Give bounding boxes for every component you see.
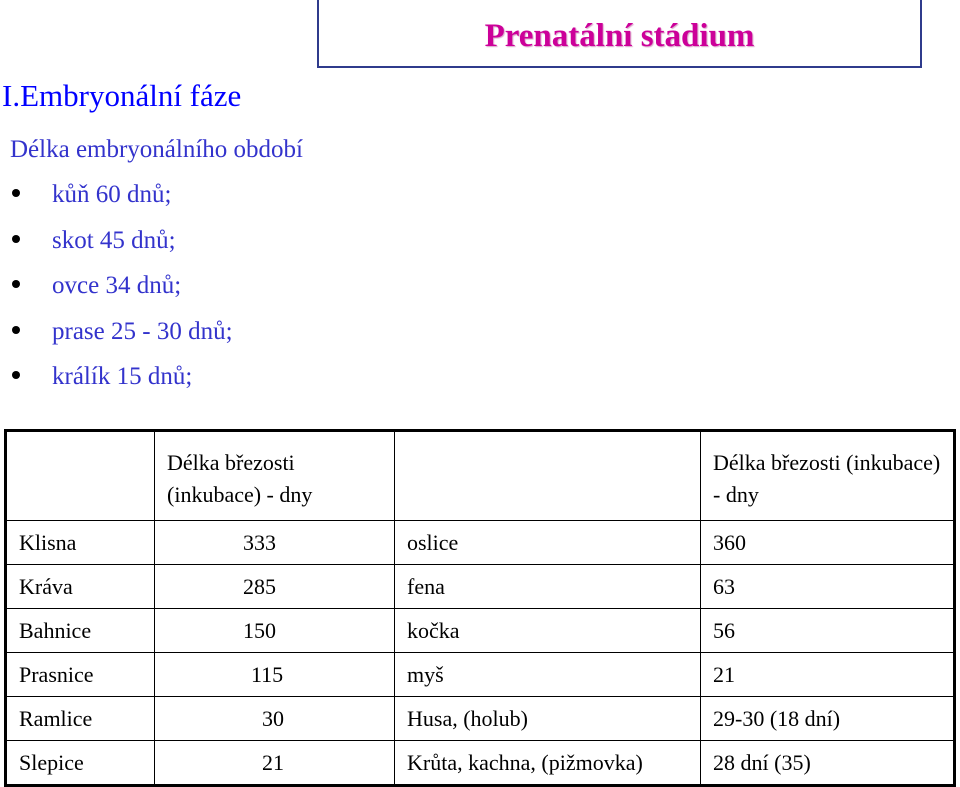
page-title: Prenatální stádium	[484, 17, 755, 54]
bullet-dot-icon	[12, 235, 20, 243]
table-cell: 285	[155, 565, 395, 609]
table-row	[6, 521, 955, 565]
bullet-dot-icon	[12, 326, 20, 334]
title-box	[317, 0, 922, 68]
table-cell: 63	[701, 565, 955, 609]
table-cell: 360	[701, 521, 955, 565]
table-cell: Krůta, kachna, (pižmovka)	[395, 741, 701, 786]
table-header-cell	[6, 431, 155, 521]
bullet-item	[10, 218, 233, 264]
table-cell: 28 dní (35)	[701, 741, 955, 786]
table-cell: 333	[155, 521, 395, 565]
table-cell: 21	[155, 741, 395, 786]
table-cell: Slepice	[6, 741, 155, 786]
table-cell: Bahnice	[6, 609, 155, 653]
table-row	[6, 653, 955, 697]
bullet-dot-icon	[12, 371, 20, 379]
table-row	[6, 741, 955, 786]
table-cell: Klisna	[6, 521, 155, 565]
table-header-cell: Délka březosti (inkubace) - dny	[155, 431, 395, 521]
bullet-dot-icon	[12, 280, 20, 288]
table-cell: myš	[395, 653, 701, 697]
table-cell: oslice	[395, 521, 701, 565]
table-cell: 56	[701, 609, 955, 653]
bullet-text: prase 25 - 30 dnů;	[52, 317, 233, 345]
table-header-cell	[395, 431, 701, 521]
table-row	[6, 697, 955, 741]
bullet-text: králík 15 dnů;	[52, 363, 193, 390]
table-cell: 115	[155, 653, 395, 697]
table-row	[6, 565, 955, 609]
bullet-text: kůň 60 dnů;	[52, 181, 172, 208]
table-header-row	[6, 431, 955, 521]
table-cell: Kráva	[6, 565, 155, 609]
table-cell: 30	[155, 697, 395, 741]
table-cell: 21	[701, 653, 955, 697]
table-cell: kočka	[395, 609, 701, 653]
bullet-list	[10, 172, 233, 400]
gestation-table	[4, 429, 956, 787]
bullet-text: skot 45 dnů;	[52, 226, 176, 254]
bullet-item	[10, 263, 233, 309]
bullet-dot-icon	[12, 189, 20, 197]
section-heading: I.Embryonální fáze	[2, 78, 242, 113]
table-cell: Ramlice	[6, 697, 155, 741]
bullet-item	[10, 172, 233, 218]
table-cell: 150	[155, 609, 395, 653]
bullet-text: ovce 34 dnů;	[52, 272, 182, 299]
table-row	[6, 609, 955, 653]
table-cell: Prasnice	[6, 653, 155, 697]
subheading: Délka embryonálního období	[10, 136, 303, 163]
table-cell: fena	[395, 565, 701, 609]
table-cell: 29-30 (18 dní)	[701, 697, 955, 741]
table-cell: Husa, (holub)	[395, 697, 701, 741]
table-header-cell: Délka březosti (inkubace) - dny	[701, 431, 955, 521]
bullet-item	[10, 309, 233, 355]
bullet-item	[10, 354, 233, 400]
